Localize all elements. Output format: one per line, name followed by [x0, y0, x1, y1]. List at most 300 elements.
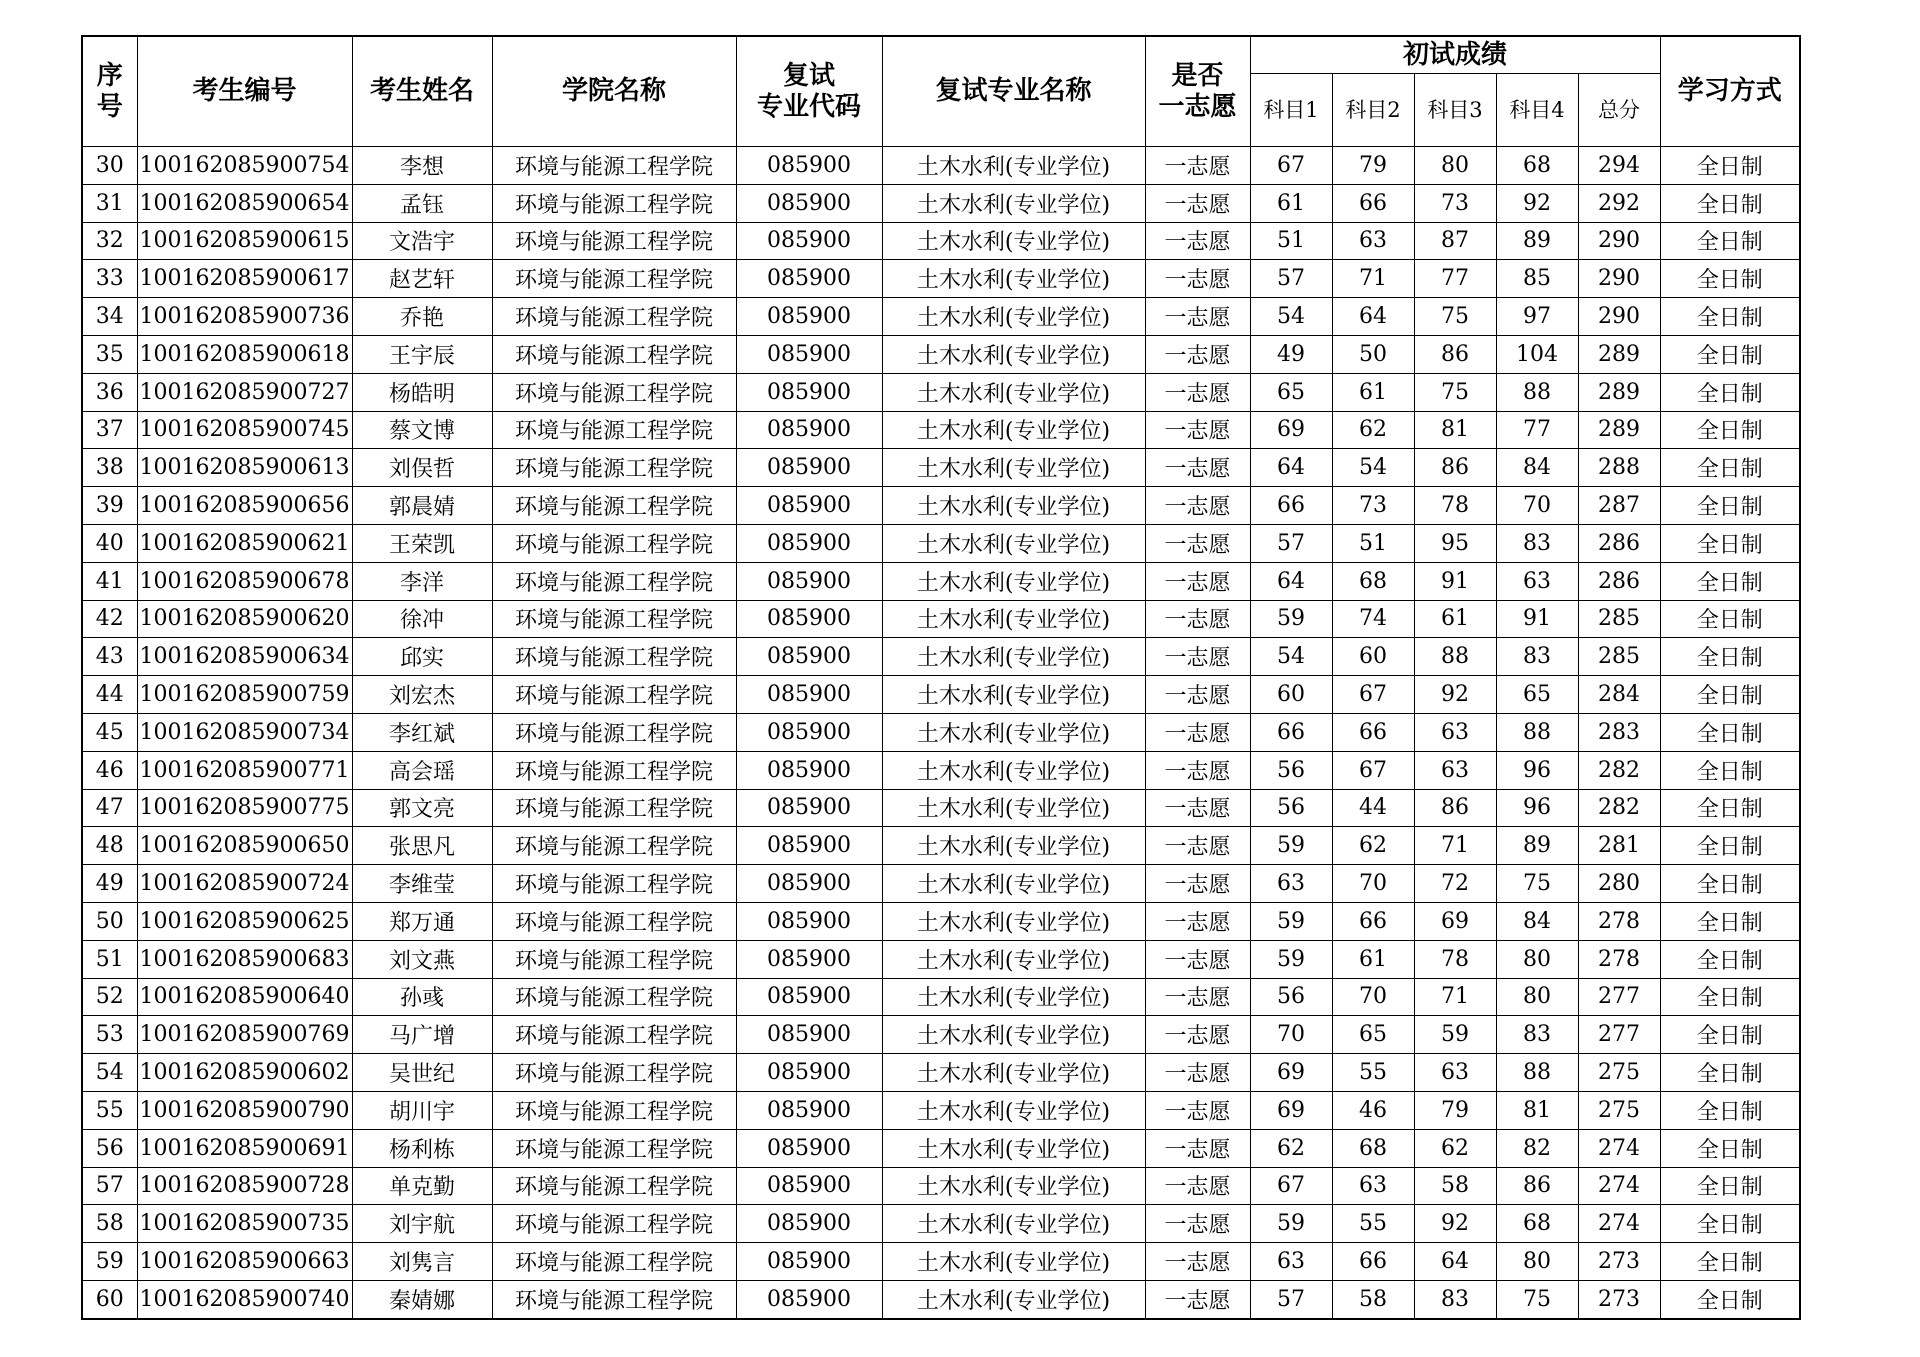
seq-cell: 52: [82, 978, 137, 1016]
first-choice-cell: 一志愿: [1145, 600, 1250, 638]
first-choice-cell: 一志愿: [1145, 487, 1250, 525]
first-choice-cell: 一志愿: [1145, 902, 1250, 940]
subject-2-cell: 58: [1332, 1280, 1414, 1318]
subject-3-cell: 71: [1414, 978, 1496, 1016]
seq-cell: 51: [82, 940, 137, 978]
major-code-cell: 085900: [736, 827, 882, 865]
table-row: [82, 373, 1800, 411]
subject-4-cell: 88: [1496, 1054, 1578, 1092]
subject-4-cell: 68: [1496, 1205, 1578, 1243]
exam-number-cell: 100162085900691: [137, 1129, 352, 1167]
total-cell: 294: [1578, 147, 1660, 185]
college-cell: 环境与能源工程学院: [492, 676, 736, 714]
student-name-cell: 李红斌: [352, 713, 492, 751]
subject-2-cell: 74: [1332, 600, 1414, 638]
table-row: [82, 1243, 1800, 1281]
major-code-cell: 085900: [736, 713, 882, 751]
major-name-cell: 土木水利(专业学位): [882, 411, 1145, 449]
subject-1-cell: 62: [1250, 1129, 1332, 1167]
subject-1-cell: 60: [1250, 676, 1332, 714]
major-name-cell: 土木水利(专业学位): [882, 676, 1145, 714]
total-cell: 273: [1578, 1243, 1660, 1281]
subject-2-cell: 70: [1332, 865, 1414, 903]
first-choice-cell: 一志愿: [1145, 222, 1250, 260]
major-code-cell: 085900: [736, 1091, 882, 1129]
subject-3-cell: 86: [1414, 789, 1496, 827]
college-cell: 环境与能源工程学院: [492, 449, 736, 487]
seq-cell: 42: [82, 600, 137, 638]
seq-cell: 38: [82, 449, 137, 487]
first-choice-cell: 一志愿: [1145, 147, 1250, 185]
college-cell: 环境与能源工程学院: [492, 524, 736, 562]
subject-3-cell: 81: [1414, 411, 1496, 449]
subject-2-cell: 62: [1332, 411, 1414, 449]
study-mode-cell: 全日制: [1660, 487, 1800, 525]
first-choice-cell: 一志愿: [1145, 1167, 1250, 1205]
subject-1-cell: 69: [1250, 411, 1332, 449]
header-first-choice: 是否 一志愿: [1145, 36, 1250, 147]
study-mode-cell: 全日制: [1660, 373, 1800, 411]
seq-cell: 39: [82, 487, 137, 525]
study-mode-cell: 全日制: [1660, 978, 1800, 1016]
seq-cell: 40: [82, 524, 137, 562]
seq-cell: 49: [82, 865, 137, 903]
major-code-cell: 085900: [736, 600, 882, 638]
exam-number-cell: 100162085900754: [137, 147, 352, 185]
table-row: [82, 1205, 1800, 1243]
subject-2-cell: 50: [1332, 335, 1414, 373]
subject-1-cell: 69: [1250, 1091, 1332, 1129]
subject-1-cell: 51: [1250, 222, 1332, 260]
college-cell: 环境与能源工程学院: [492, 638, 736, 676]
major-code-cell: 085900: [736, 1243, 882, 1281]
subject-3-cell: 77: [1414, 260, 1496, 298]
college-cell: 环境与能源工程学院: [492, 827, 736, 865]
table-row: [82, 1054, 1800, 1092]
major-code-cell: 085900: [736, 411, 882, 449]
major-code-cell: 085900: [736, 260, 882, 298]
subject-3-cell: 86: [1414, 335, 1496, 373]
total-cell: 292: [1578, 184, 1660, 222]
major-name-cell: 土木水利(专业学位): [882, 1016, 1145, 1054]
subject-3-cell: 75: [1414, 373, 1496, 411]
subject-3-cell: 87: [1414, 222, 1496, 260]
header-subject-2: 科目2: [1332, 74, 1414, 147]
first-choice-cell: 一志愿: [1145, 1243, 1250, 1281]
first-choice-cell: 一志愿: [1145, 1054, 1250, 1092]
major-name-cell: 土木水利(专业学位): [882, 260, 1145, 298]
college-cell: 环境与能源工程学院: [492, 335, 736, 373]
major-code-cell: 085900: [736, 562, 882, 600]
exam-number-cell: 100162085900634: [137, 638, 352, 676]
study-mode-cell: 全日制: [1660, 789, 1800, 827]
major-name-cell: 土木水利(专业学位): [882, 1167, 1145, 1205]
subject-4-cell: 82: [1496, 1129, 1578, 1167]
study-mode-cell: 全日制: [1660, 1167, 1800, 1205]
major-code-cell: 085900: [736, 524, 882, 562]
subject-3-cell: 92: [1414, 1205, 1496, 1243]
subject-4-cell: 88: [1496, 713, 1578, 751]
header-total: 总分: [1578, 74, 1660, 147]
student-name-cell: 孙彧: [352, 978, 492, 1016]
seq-cell: 50: [82, 902, 137, 940]
exam-number-cell: 100162085900775: [137, 789, 352, 827]
college-cell: 环境与能源工程学院: [492, 789, 736, 827]
college-cell: 环境与能源工程学院: [492, 1280, 736, 1318]
header-seq: 序 号: [82, 36, 137, 147]
subject-2-cell: 66: [1332, 1243, 1414, 1281]
table-row: [82, 827, 1800, 865]
major-name-cell: 土木水利(专业学位): [882, 600, 1145, 638]
subject-3-cell: 69: [1414, 902, 1496, 940]
subject-2-cell: 68: [1332, 562, 1414, 600]
exam-number-cell: 100162085900656: [137, 487, 352, 525]
table-row: [82, 411, 1800, 449]
table-row: [82, 1016, 1800, 1054]
subject-3-cell: 73: [1414, 184, 1496, 222]
subject-1-cell: 64: [1250, 449, 1332, 487]
subject-2-cell: 62: [1332, 827, 1414, 865]
student-name-cell: 刘宇航: [352, 1205, 492, 1243]
major-name-cell: 土木水利(专业学位): [882, 902, 1145, 940]
first-choice-cell: 一志愿: [1145, 524, 1250, 562]
college-cell: 环境与能源工程学院: [492, 865, 736, 903]
table-row: [82, 1167, 1800, 1205]
study-mode-cell: 全日制: [1660, 1243, 1800, 1281]
student-name-cell: 李维莹: [352, 865, 492, 903]
college-cell: 环境与能源工程学院: [492, 1205, 736, 1243]
study-mode-cell: 全日制: [1660, 676, 1800, 714]
total-cell: 286: [1578, 562, 1660, 600]
subject-4-cell: 83: [1496, 638, 1578, 676]
subject-3-cell: 92: [1414, 676, 1496, 714]
header-exam-number: 考生编号: [137, 36, 352, 147]
exam-number-cell: 100162085900617: [137, 260, 352, 298]
table-row: [82, 335, 1800, 373]
total-cell: 285: [1578, 600, 1660, 638]
student-name-cell: 乔艳: [352, 298, 492, 336]
major-code-cell: 085900: [736, 222, 882, 260]
college-cell: 环境与能源工程学院: [492, 978, 736, 1016]
college-cell: 环境与能源工程学院: [492, 600, 736, 638]
study-mode-cell: 全日制: [1660, 1129, 1800, 1167]
subject-4-cell: 63: [1496, 562, 1578, 600]
header-college: 学院名称: [492, 36, 736, 147]
first-choice-cell: 一志愿: [1145, 638, 1250, 676]
first-choice-cell: 一志愿: [1145, 789, 1250, 827]
table-row: [82, 1129, 1800, 1167]
subject-2-cell: 61: [1332, 373, 1414, 411]
study-mode-cell: 全日制: [1660, 562, 1800, 600]
subject-1-cell: 59: [1250, 1205, 1332, 1243]
student-name-cell: 刘俣哲: [352, 449, 492, 487]
subject-4-cell: 83: [1496, 524, 1578, 562]
exam-number-cell: 100162085900625: [137, 902, 352, 940]
subject-4-cell: 89: [1496, 222, 1578, 260]
table-row: [82, 222, 1800, 260]
student-name-cell: 蔡文博: [352, 411, 492, 449]
table-row: [82, 638, 1800, 676]
exam-number-cell: 100162085900640: [137, 978, 352, 1016]
study-mode-cell: 全日制: [1660, 940, 1800, 978]
subject-4-cell: 77: [1496, 411, 1578, 449]
subject-3-cell: 88: [1414, 638, 1496, 676]
major-code-cell: 085900: [736, 487, 882, 525]
exam-number-cell: 100162085900745: [137, 411, 352, 449]
subject-4-cell: 104: [1496, 335, 1578, 373]
total-cell: 290: [1578, 260, 1660, 298]
study-mode-cell: 全日制: [1660, 638, 1800, 676]
subject-1-cell: 56: [1250, 751, 1332, 789]
student-name-cell: 刘隽言: [352, 1243, 492, 1281]
college-cell: 环境与能源工程学院: [492, 751, 736, 789]
student-name-cell: 徐冲: [352, 600, 492, 638]
seq-cell: 35: [82, 335, 137, 373]
seq-cell: 59: [82, 1243, 137, 1281]
college-cell: 环境与能源工程学院: [492, 298, 736, 336]
exam-number-cell: 100162085900621: [137, 524, 352, 562]
subject-2-cell: 63: [1332, 1167, 1414, 1205]
seq-cell: 34: [82, 298, 137, 336]
first-choice-cell: 一志愿: [1145, 940, 1250, 978]
admission-score-table: [81, 35, 1801, 1320]
seq-cell: 37: [82, 411, 137, 449]
study-mode-cell: 全日制: [1660, 298, 1800, 336]
major-code-cell: 085900: [736, 1054, 882, 1092]
study-mode-cell: 全日制: [1660, 524, 1800, 562]
student-name-cell: 吴世纪: [352, 1054, 492, 1092]
seq-cell: 43: [82, 638, 137, 676]
seq-cell: 53: [82, 1016, 137, 1054]
first-choice-cell: 一志愿: [1145, 298, 1250, 336]
total-cell: 278: [1578, 902, 1660, 940]
seq-cell: 55: [82, 1091, 137, 1129]
header-student-name: 考生姓名: [352, 36, 492, 147]
subject-2-cell: 55: [1332, 1205, 1414, 1243]
subject-1-cell: 59: [1250, 600, 1332, 638]
student-name-cell: 刘文燕: [352, 940, 492, 978]
college-cell: 环境与能源工程学院: [492, 411, 736, 449]
major-code-cell: 085900: [736, 638, 882, 676]
subject-4-cell: 80: [1496, 1243, 1578, 1281]
major-name-cell: 土木水利(专业学位): [882, 865, 1145, 903]
subject-2-cell: 65: [1332, 1016, 1414, 1054]
subject-4-cell: 84: [1496, 902, 1578, 940]
header-major-name: 复试专业名称: [882, 36, 1145, 147]
table-row: [82, 865, 1800, 903]
subject-2-cell: 73: [1332, 487, 1414, 525]
total-cell: 290: [1578, 222, 1660, 260]
major-code-cell: 085900: [736, 1167, 882, 1205]
college-cell: 环境与能源工程学院: [492, 184, 736, 222]
seq-cell: 30: [82, 147, 137, 185]
table-row: [82, 487, 1800, 525]
exam-number-cell: 100162085900678: [137, 562, 352, 600]
student-name-cell: 胡川宇: [352, 1091, 492, 1129]
subject-2-cell: 66: [1332, 184, 1414, 222]
subject-4-cell: 80: [1496, 978, 1578, 1016]
study-mode-cell: 全日制: [1660, 147, 1800, 185]
table-row: [82, 600, 1800, 638]
subject-3-cell: 64: [1414, 1243, 1496, 1281]
header-subject-4: 科目4: [1496, 74, 1578, 147]
college-cell: 环境与能源工程学院: [492, 1167, 736, 1205]
first-choice-cell: 一志愿: [1145, 411, 1250, 449]
exam-number-cell: 100162085900735: [137, 1205, 352, 1243]
total-cell: 289: [1578, 411, 1660, 449]
subject-1-cell: 59: [1250, 827, 1332, 865]
total-cell: 287: [1578, 487, 1660, 525]
seq-cell: 57: [82, 1167, 137, 1205]
college-cell: 环境与能源工程学院: [492, 940, 736, 978]
major-name-cell: 土木水利(专业学位): [882, 335, 1145, 373]
student-name-cell: 王荣凯: [352, 524, 492, 562]
seq-cell: 58: [82, 1205, 137, 1243]
seq-cell: 44: [82, 676, 137, 714]
major-name-cell: 土木水利(专业学位): [882, 1054, 1145, 1092]
subject-4-cell: 89: [1496, 827, 1578, 865]
study-mode-cell: 全日制: [1660, 184, 1800, 222]
exam-number-cell: 100162085900771: [137, 751, 352, 789]
seq-cell: 33: [82, 260, 137, 298]
major-name-cell: 土木水利(专业学位): [882, 789, 1145, 827]
study-mode-cell: 全日制: [1660, 1280, 1800, 1318]
table-row: [82, 1280, 1800, 1318]
first-choice-cell: 一志愿: [1145, 1016, 1250, 1054]
college-cell: 环境与能源工程学院: [492, 902, 736, 940]
college-cell: 环境与能源工程学院: [492, 1129, 736, 1167]
total-cell: 273: [1578, 1280, 1660, 1318]
college-cell: 环境与能源工程学院: [492, 1091, 736, 1129]
subject-3-cell: 58: [1414, 1167, 1496, 1205]
first-choice-cell: 一志愿: [1145, 562, 1250, 600]
subject-3-cell: 63: [1414, 1054, 1496, 1092]
subject-3-cell: 62: [1414, 1129, 1496, 1167]
seq-cell: 47: [82, 789, 137, 827]
first-choice-cell: 一志愿: [1145, 1280, 1250, 1318]
subject-3-cell: 83: [1414, 1280, 1496, 1318]
subject-1-cell: 57: [1250, 1280, 1332, 1318]
major-name-cell: 土木水利(专业学位): [882, 827, 1145, 865]
subject-3-cell: 95: [1414, 524, 1496, 562]
major-code-cell: 085900: [736, 902, 882, 940]
college-cell: 环境与能源工程学院: [492, 713, 736, 751]
subject-3-cell: 72: [1414, 865, 1496, 903]
student-name-cell: 杨皓明: [352, 373, 492, 411]
major-code-cell: 085900: [736, 751, 882, 789]
table-row: [82, 449, 1800, 487]
seq-cell: 41: [82, 562, 137, 600]
subject-4-cell: 91: [1496, 600, 1578, 638]
student-name-cell: 马广增: [352, 1016, 492, 1054]
major-code-cell: 085900: [736, 978, 882, 1016]
subject-1-cell: 59: [1250, 902, 1332, 940]
exam-number-cell: 100162085900618: [137, 335, 352, 373]
subject-4-cell: 80: [1496, 940, 1578, 978]
subject-3-cell: 91: [1414, 562, 1496, 600]
table-row: [82, 902, 1800, 940]
major-name-cell: 土木水利(专业学位): [882, 1091, 1145, 1129]
major-code-cell: 085900: [736, 789, 882, 827]
major-code-cell: 085900: [736, 335, 882, 373]
major-code-cell: 085900: [736, 1129, 882, 1167]
subject-2-cell: 51: [1332, 524, 1414, 562]
study-mode-cell: 全日制: [1660, 1016, 1800, 1054]
first-choice-cell: 一志愿: [1145, 676, 1250, 714]
major-name-cell: 土木水利(专业学位): [882, 1243, 1145, 1281]
major-name-cell: 土木水利(专业学位): [882, 638, 1145, 676]
exam-number-cell: 100162085900759: [137, 676, 352, 714]
subject-3-cell: 79: [1414, 1091, 1496, 1129]
major-name-cell: 土木水利(专业学位): [882, 147, 1145, 185]
subject-3-cell: 78: [1414, 487, 1496, 525]
subject-2-cell: 64: [1332, 298, 1414, 336]
subject-1-cell: 54: [1250, 638, 1332, 676]
college-cell: 环境与能源工程学院: [492, 260, 736, 298]
total-cell: 282: [1578, 751, 1660, 789]
seq-cell: 60: [82, 1280, 137, 1318]
table-row: [82, 184, 1800, 222]
header-preliminary-scores: 初试成绩: [1250, 36, 1660, 74]
subject-3-cell: 75: [1414, 298, 1496, 336]
major-name-cell: 土木水利(专业学位): [882, 487, 1145, 525]
first-choice-cell: 一志愿: [1145, 978, 1250, 1016]
college-cell: 环境与能源工程学院: [492, 1016, 736, 1054]
subject-3-cell: 86: [1414, 449, 1496, 487]
subject-2-cell: 55: [1332, 1054, 1414, 1092]
total-cell: 277: [1578, 1016, 1660, 1054]
major-name-cell: 土木水利(专业学位): [882, 449, 1145, 487]
exam-number-cell: 100162085900724: [137, 865, 352, 903]
study-mode-cell: 全日制: [1660, 1205, 1800, 1243]
total-cell: 283: [1578, 713, 1660, 751]
table-row: [82, 751, 1800, 789]
student-name-cell: 文浩宇: [352, 222, 492, 260]
subject-3-cell: 63: [1414, 751, 1496, 789]
first-choice-cell: 一志愿: [1145, 1091, 1250, 1129]
subject-4-cell: 88: [1496, 373, 1578, 411]
total-cell: 278: [1578, 940, 1660, 978]
exam-number-cell: 100162085900602: [137, 1054, 352, 1092]
header-major-code: 复试 专业代码: [736, 36, 882, 147]
total-cell: 275: [1578, 1091, 1660, 1129]
college-cell: 环境与能源工程学院: [492, 1243, 736, 1281]
table-row: [82, 978, 1800, 1016]
study-mode-cell: 全日制: [1660, 827, 1800, 865]
total-cell: 274: [1578, 1129, 1660, 1167]
major-name-cell: 土木水利(专业学位): [882, 1205, 1145, 1243]
student-name-cell: 赵艺轩: [352, 260, 492, 298]
header-row-top: [82, 36, 1800, 74]
subject-1-cell: 65: [1250, 373, 1332, 411]
subject-1-cell: 49: [1250, 335, 1332, 373]
seq-cell: 31: [82, 184, 137, 222]
table-row: [82, 1091, 1800, 1129]
major-name-cell: 土木水利(专业学位): [882, 751, 1145, 789]
table-row: [82, 260, 1800, 298]
study-mode-cell: 全日制: [1660, 751, 1800, 789]
student-name-cell: 郭晨婧: [352, 487, 492, 525]
subject-2-cell: 70: [1332, 978, 1414, 1016]
subject-4-cell: 70: [1496, 487, 1578, 525]
header-subject-1: 科目1: [1250, 74, 1332, 147]
student-name-cell: 郭文亮: [352, 789, 492, 827]
subject-1-cell: 57: [1250, 524, 1332, 562]
subject-2-cell: 71: [1332, 260, 1414, 298]
total-cell: 290: [1578, 298, 1660, 336]
total-cell: 280: [1578, 865, 1660, 903]
subject-2-cell: 66: [1332, 902, 1414, 940]
